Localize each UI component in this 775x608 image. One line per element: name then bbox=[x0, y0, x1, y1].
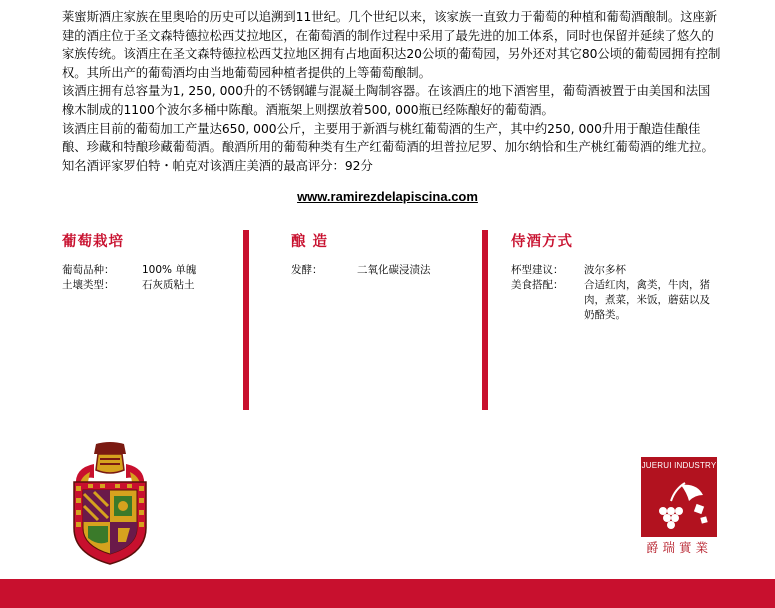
soil-label: 土壤类型： bbox=[62, 279, 115, 291]
pairing-row bbox=[511, 278, 721, 323]
viticulture-section bbox=[62, 230, 232, 293]
pairing-label: 美食搭配： bbox=[511, 279, 564, 291]
serving-section bbox=[511, 230, 721, 323]
winery-description bbox=[62, 8, 722, 175]
soil-row bbox=[62, 278, 232, 293]
section-divider bbox=[482, 230, 488, 410]
section-divider bbox=[243, 230, 249, 410]
juerui-logo-text: JUERUI INDUSTRY bbox=[641, 461, 717, 470]
pairing-value: 合适红肉，禽类，牛肉，猪肉，煮菜，米饭，蘑菇以及奶酪类。 bbox=[584, 279, 710, 321]
fermentation-label: 发酵： bbox=[291, 264, 323, 276]
serving-title: 侍酒方式 bbox=[511, 234, 573, 250]
vinification-section bbox=[291, 230, 471, 278]
viticulture-title: 葡萄栽培 bbox=[62, 234, 124, 250]
glass-label: 杯型建议： bbox=[511, 264, 564, 276]
variety-label: 葡萄品种： bbox=[62, 264, 115, 276]
variety-row bbox=[62, 263, 232, 278]
description-paragraph-history: 莱蜜斯酒庄家族在里奥哈的历史可以追溯到11世纪。几个世纪以来，该家族一直致力于葡萄的种植和葡萄酒酿制。这座新建的酒庄位于圣文森特德拉松西艾拉地区，在葡萄酒的制作过程中采用了最先进的加工体系，同时也保留并延续了悠久的家族传统。该酒庄在圣文森特德拉松西艾拉地区拥有占地面积达20公顷的葡萄园，另外还对其它80公顷的葡萄园拥有控制权。其所出产的葡萄酒均由当地葡萄园种植者提供的上等葡萄酿制。 bbox=[62, 10, 721, 80]
family-crest-icon bbox=[70, 442, 150, 566]
footer-bar bbox=[0, 579, 775, 608]
fermentation-value: 二氧化碳浸渍法 bbox=[357, 264, 431, 276]
juerui-logo bbox=[641, 457, 717, 537]
juerui-chinese-name: 爵瑞實業 bbox=[645, 540, 712, 555]
glass-row bbox=[511, 263, 721, 278]
soil-value: 石灰质粘土 bbox=[142, 279, 195, 291]
description-paragraph-capacity: 该酒庄拥有总容量为1, 250, 000升的不锈钢罐与混凝土陶制容器。在该酒庄的地下酒窖里，葡萄酒被置于由美国和法国橡木制成的1100个波尔多桶中陈酿。酒瓶架上则摆放着500, 000瓶已经陈酿好的葡萄酒。 bbox=[62, 84, 711, 117]
website-link[interactable]: www.ramirezdelapiscina.com bbox=[297, 189, 478, 204]
variety-value: 100% 单魄 bbox=[142, 264, 197, 276]
description-paragraph-production: 该酒庄目前的葡萄加工产量达650, 000公斤，主要用于新酒与桃红葡萄酒的生产，其中约250, 000升用于酿造佳酿佳酿、珍藏和特酿珍藏葡萄酒。酿酒所用的葡萄种类有生产红葡萄酒的坦普拉尼罗、加尔纳恰和生产桃红葡萄酒的维尤拉。知名酒评家罗伯特・帕克对该酒庄美酒的最高评分：92分 bbox=[62, 121, 714, 173]
glass-value: 波尔多杯 bbox=[584, 264, 626, 276]
fermentation-row bbox=[291, 263, 471, 278]
vinification-title: 酿 造 bbox=[291, 234, 329, 250]
